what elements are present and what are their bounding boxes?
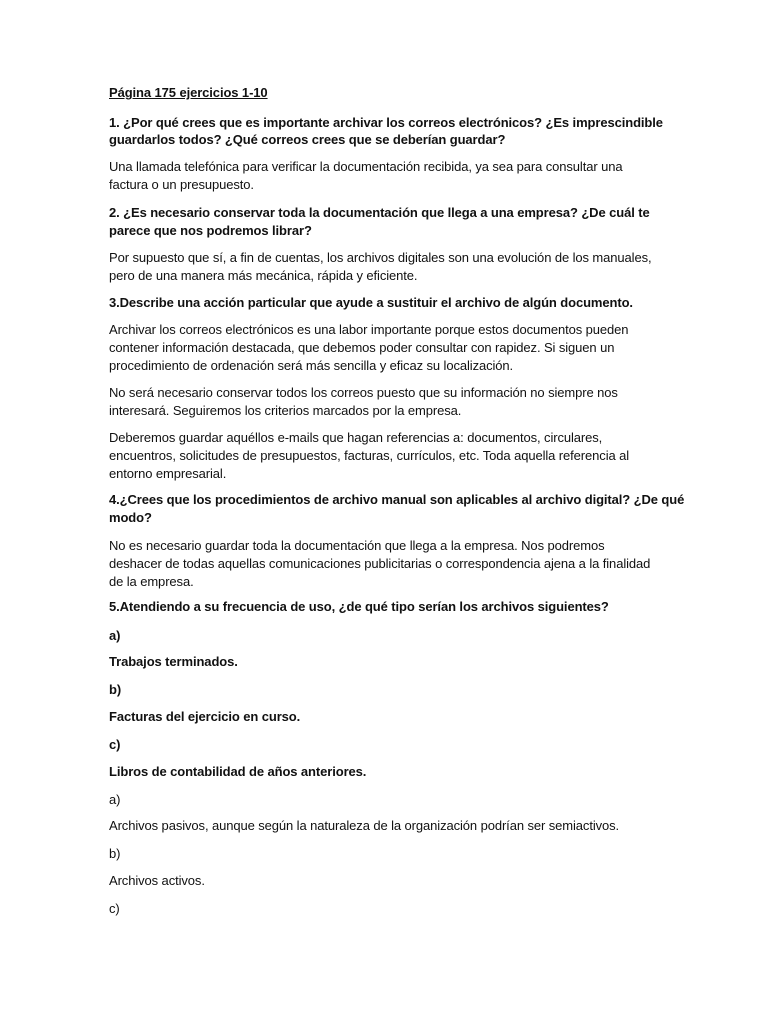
- question-5-label-c: c): [109, 737, 121, 752]
- answer-3a-line-3: procedimiento de ordenación será más sencilla y eficaz su localización.: [109, 358, 514, 373]
- answer-3b-line-2: interesará. Seguiremos los criterios marcados por la empresa.: [109, 403, 462, 418]
- question-4-line-2: modo?: [109, 510, 152, 525]
- answer-3a-line-1: Archivar los correos electrónicos es una labor importante porque estos documentos pueden: [109, 322, 629, 337]
- answer-3c-line-2: encuentros, solicitudes de presupuestos, facturas, currículos, etc. Toda aquella referencia al: [109, 448, 630, 463]
- answer-5-label-b: b): [109, 846, 121, 861]
- answer-2-line-2: pero de una manera más mecánica, rápida y eficiente.: [109, 268, 418, 283]
- answer-3c-line-1: Deberemos guardar aquéllos e-mails que hagan referencias a: documentos, circulares,: [109, 430, 603, 445]
- answer-2-line-1: Por supuesto que sí, a fin de cuentas, los archivos digitales son una evolución de los manuales,: [109, 250, 652, 265]
- page-heading: Página 175 ejercicios 1-10: [109, 85, 268, 100]
- question-5-item-c: Libros de contabilidad de años anteriores.: [109, 764, 367, 779]
- answer-3a-line-2: contener información destacada, que debemos poder consultar con rapidez. Si siguen un: [109, 340, 615, 355]
- answer-5-answer-a: Archivos pasivos, aunque según la naturaleza de la organización podrían ser semiactivos.: [109, 818, 620, 833]
- question-5-label-a: a): [109, 628, 121, 643]
- answer-1-line-2: factura o un presupuesto.: [109, 177, 254, 192]
- question-5-label-b: b): [109, 682, 122, 697]
- question-5-line-1: 5.Atendiendo a su frecuencia de uso, ¿de qué tipo serían los archivos siguientes?: [109, 599, 609, 614]
- question-3-line-1: 3.Describe una acción particular que ayude a sustituir el archivo de algún documento.: [109, 295, 633, 310]
- answer-3b-line-1: No será necesario conservar todos los correos puesto que su información no siempre nos: [109, 385, 618, 400]
- answer-5-answer-b: Archivos activos.: [109, 873, 205, 888]
- answer-5-label-a: a): [109, 792, 121, 807]
- answer-3c-line-3: entorno empresarial.: [109, 466, 227, 481]
- question-1-line-2: guardarlos todos? ¿Qué correos crees que se deberían guardar?: [109, 132, 506, 147]
- question-5-item-b: Facturas del ejercicio en curso.: [109, 709, 301, 724]
- answer-1-line-1: Una llamada telefónica para verificar la documentación recibida, ya sea para consultar una: [109, 159, 623, 174]
- question-1-line-1: 1. ¿Por qué crees que es importante archivar los correos electrónicos? ¿Es imprescindible: [109, 115, 663, 130]
- question-4-line-1: 4.¿Crees que los procedimientos de archivo manual son aplicables al archivo digital? ¿De qué: [109, 492, 685, 507]
- question-2-line-2: parece que nos podremos librar?: [109, 223, 312, 238]
- answer-4-line-3: de la empresa.: [109, 574, 194, 589]
- answer-4-line-2: deshacer de todas aquellas comunicaciones publicitarias o correspondencia ajena a la finalidad: [109, 556, 651, 571]
- question-2-line-1: 2. ¿Es necesario conservar toda la documentación que llega a una empresa? ¿De cuál te: [109, 205, 650, 220]
- question-5-item-a: Trabajos terminados.: [109, 654, 238, 669]
- answer-5-label-c: c): [109, 901, 120, 916]
- answer-4-line-1: No es necesario guardar toda la documentación que llega a la empresa. Nos podremos: [109, 538, 605, 553]
